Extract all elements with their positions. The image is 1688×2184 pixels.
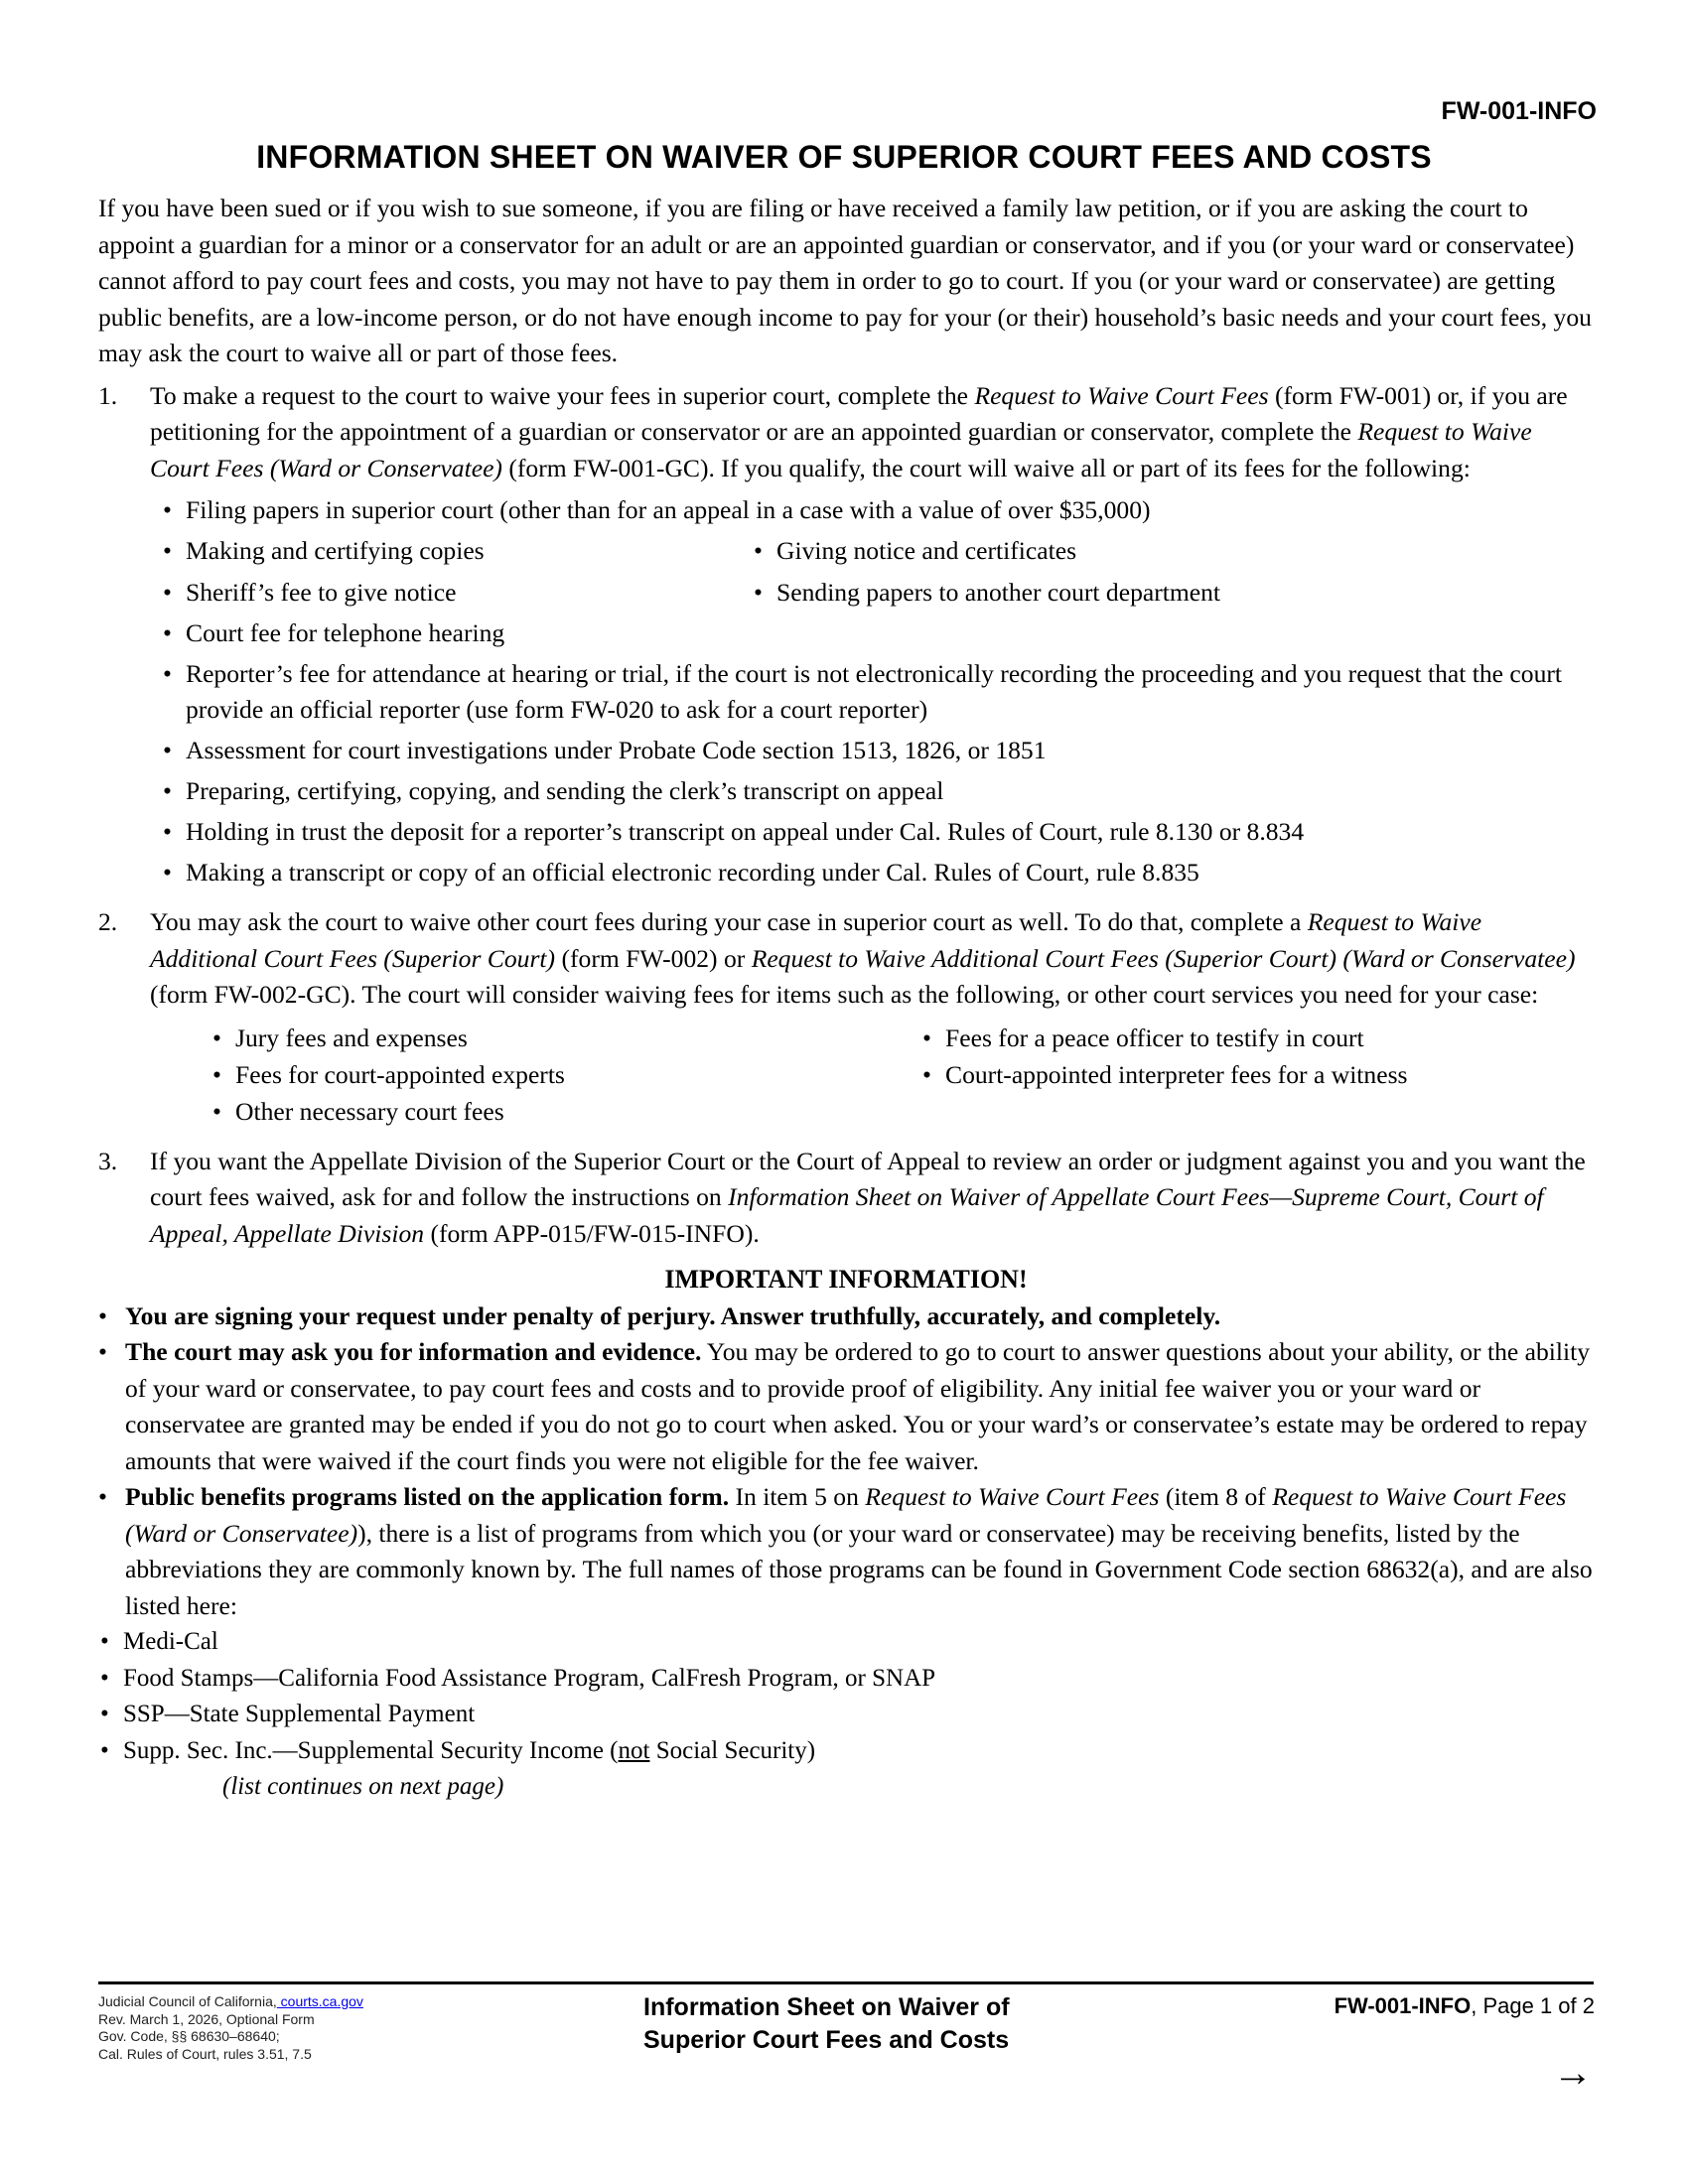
- list-continues-note: (list continues on next page): [222, 1773, 504, 1800]
- item-number: 1.: [98, 380, 118, 410]
- footer-page-number: FW-001-INFO, Page 1 of 2: [1334, 1993, 1595, 2018]
- list-item: • Food Stamps—California Food Assistance Program, CalFresh Program, or SNAP: [98, 1661, 1594, 1698]
- form-id-header: FW-001-INFO: [1441, 97, 1597, 125]
- list-item: • Sheriff’s fee to give notice: [161, 575, 752, 612]
- document-body: [98, 191, 1594, 1806]
- list-item: • Giving notice and certificates: [752, 533, 1220, 570]
- fee-list-1: [161, 492, 1594, 528]
- item-1-text: To make a request to the court to waive your fees in superior court, complete the Request to Waive Court Fees (form FW-001) or, if you are petitioning for the appointment of a guardian or conservator or are an appointed guardian or conservator, complete the Request to Waive Court Fees (Ward or Conservatee) (form FW-001-GC). If you qualify, the court will waive all or part of its fees for the following:: [150, 380, 1568, 482]
- list-item: • Making and certifying copies: [161, 533, 752, 570]
- list-item: • Other necessary court fees: [211, 1093, 920, 1130]
- important-item-perjury: • You are signing your request under penalty of perjury. Answer truthfully, accurately, and completely.: [98, 1298, 1594, 1335]
- footer-divider: [98, 1981, 1594, 1984]
- list-item: • Fees for a peace officer to testify in court: [920, 1020, 1594, 1056]
- form-title-fw001: Request to Waive Court Fees: [974, 380, 1269, 410]
- fee-list-1-rest: [161, 615, 1594, 890]
- important-heading: IMPORTANT INFORMATION!: [664, 1265, 1028, 1294]
- footer-citation: Judicial Council of California, courts.ca.gov Rev. March 1, 2026, Optional Form Gov. Code, §§ 68630–68640; Cal. Rules of Court, rules 3.51, 7.5: [98, 1993, 363, 2062]
- list-item: • Court-appointed interpreter fees for a witness: [920, 1056, 1594, 1093]
- list-item: • Filing papers in superior court (other than for an appeal in a case with a value of over $35,000): [161, 492, 1594, 528]
- item-3: [98, 1144, 1594, 1253]
- item-number: 2.: [98, 907, 118, 936]
- form-title-fw002: Request to Waive Additional Court Fees (Superior Court): [150, 907, 1482, 973]
- list-item: • Fees for court-appointed experts: [211, 1056, 920, 1093]
- list-item: • Jury fees and expenses: [211, 1020, 920, 1056]
- fee-list-2: [211, 1020, 1594, 1130]
- important-item-benefits: • Public benefits programs listed on the application form. In item 5 on Request to Waive Court Fees (item 8 of Request to Waive Court Fees (Ward or Conservatee)), there is a list of programs from which you (or your ward or conservatee) may be receiving benefits, listed by the abbreviations they are commonly known by. The full names of those programs can be found in Government Code section 68632(a), and are also listed here:: [98, 1479, 1594, 1624]
- list-item: • Medi-Cal: [98, 1624, 1594, 1661]
- important-list: [98, 1298, 1594, 1625]
- item-1: [98, 378, 1594, 487]
- programs-list: [98, 1624, 1594, 1769]
- list-item: • Making a transcript or copy of an official electronic recording under Cal. Rules of Court, rule 8.835: [161, 855, 1594, 890]
- list-item: • Supp. Sec. Inc.—Supplemental Security Income (not Social Security): [98, 1733, 1594, 1770]
- form-title-fw001gc: Request to Waive Court Fees (Ward or Conservatee): [150, 417, 1532, 482]
- page-title: INFORMATION SHEET ON WAIVER OF SUPERIOR COURT FEES AND COSTS: [256, 139, 1432, 175]
- list-item: • Sending papers to another court department: [752, 575, 1220, 612]
- form-title-fw002gc: Request to Waive Additional Court Fees (Superior Court) (Ward or Conservatee): [751, 943, 1576, 973]
- next-page-arrow-icon: →: [1553, 2051, 1593, 2095]
- item-2-text: You may ask the court to waive other court fees during your case in superior court as well. To do that, complete a Request to Waive Additional Court Fees (Superior Court) (form FW-002) or Request to Waive Additional Court Fees (Superior Court) (Ward or Conservatee) (form FW-002-GC). The court will consider waiving fees for items such as the following, or other court services you need for your case:: [150, 907, 1576, 1009]
- footer-title: Information Sheet on Waiver of Superior Court Fees and Costs: [643, 1993, 1010, 2054]
- list-item: • Assessment for court investigations under Probate Code section 1513, 1826, or 1851: [161, 733, 1594, 768]
- list-item: • Court fee for telephone hearing: [161, 615, 1594, 651]
- list-item: • Holding in trust the deposit for a reporter’s transcript on appeal under Cal. Rules of Court, rule 8.130 or 8.834: [161, 814, 1594, 850]
- item-3-text: If you want the Appellate Division of the Superior Court or the Court of Appeal to review an order or judgment against you and you want the court fees waived, ask for and follow the instructions on Information Sheet on Waiver of Appellate Court Fees—Supreme Court, Court of Appeal, Appellate Division (form APP-015/FW-015-INFO).: [150, 1146, 1586, 1248]
- list-item: • Preparing, certifying, copying, and sending the clerk’s transcript on appeal: [161, 773, 1594, 809]
- important-item-evidence: • The court may ask you for information and evidence. You may be ordered to go to court to answer questions about your ability, or the ability of your ward or conservatee, to pay court fees and costs and to provide proof of eligibility. Any initial fee waiver you or your ward or conservatee are granted may be ended if you do not go to court when asked. You or your ward’s or conservatee’s estate may be ordered to repay amounts that were waived if the court finds you were not eligible for the fee waiver.: [98, 1334, 1594, 1479]
- item-number: 3.: [98, 1146, 118, 1175]
- list-item: • SSP—State Supplemental Payment: [98, 1697, 1594, 1733]
- courts-link[interactable]: courts.ca.gov: [276, 1993, 363, 2009]
- intro-paragraph: If you have been sued or if you wish to sue someone, if you are filing or have received a family law petition, or if you are asking the court to appoint a guardian for a minor or a conservator for an adult or are an appointed guardian or conservator, and if you (or your ward or conservatee) cannot afford to pay court fees and costs, you may not have to pay them in order to go to court. If you (or your ward or conservatee) are getting public benefits, are a low-income person, or do not have enough income to pay for your (or their) household’s basic needs and your court fees, you may ask the court to waive all or part of those fees.: [98, 194, 1592, 367]
- form-title-app015: Information Sheet on Waiver of Appellate Court Fees—Supreme Court, Court of Appeal, Appellate Division: [150, 1182, 1544, 1248]
- item-2: [98, 904, 1594, 1014]
- list-item: • Reporter’s fee for attendance at hearing or trial, if the court is not electronically recording the proceeding and you request that the court provide an official reporter (use form FW-020 to ask for a court reporter): [161, 656, 1594, 728]
- fee-list-1-pairs: [161, 533, 1594, 615]
